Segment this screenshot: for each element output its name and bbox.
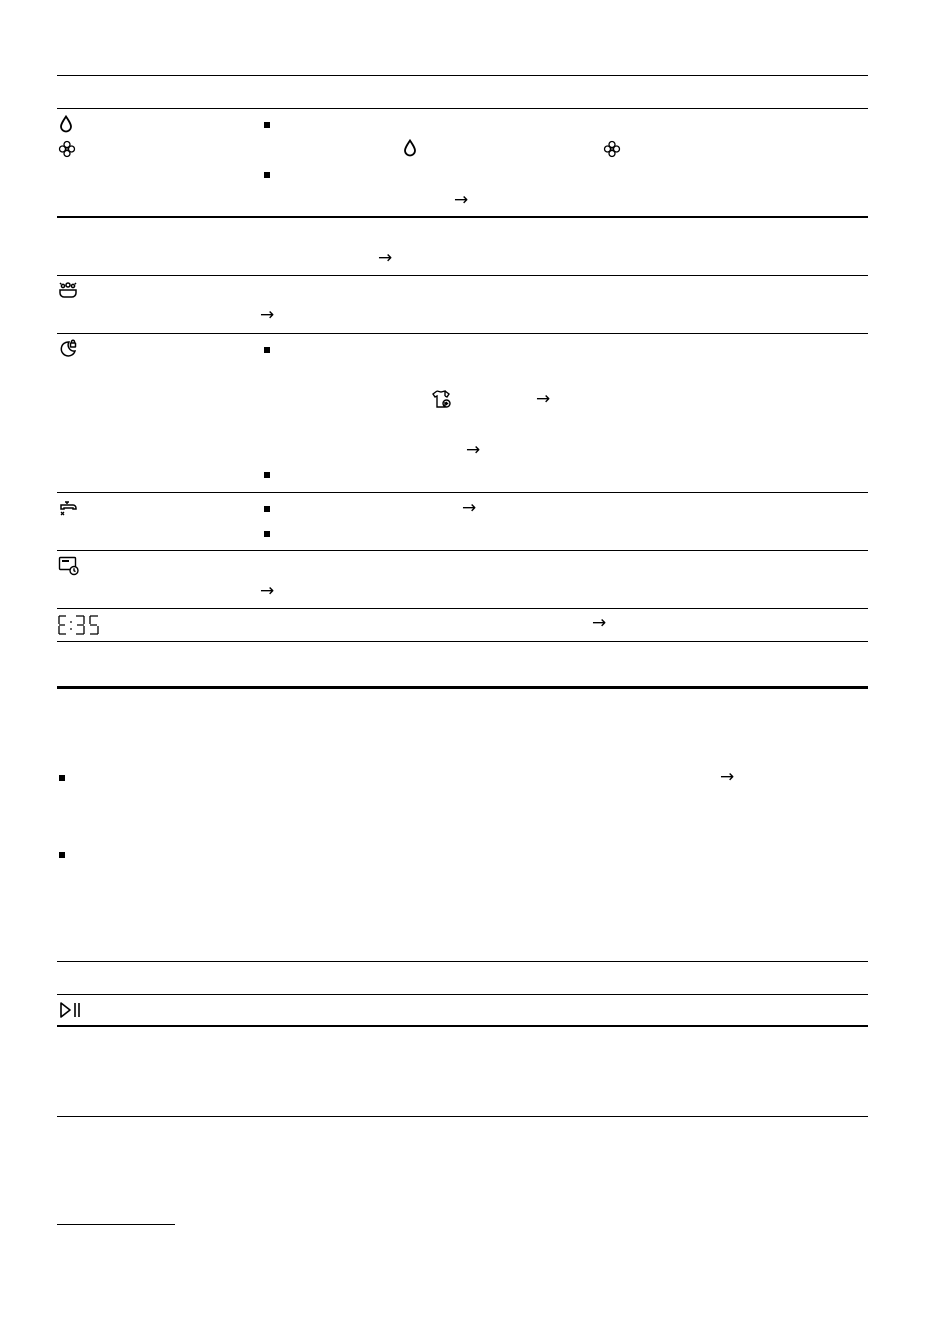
table-bottom-rule — [57, 641, 868, 642]
row-divider-thick — [57, 1025, 868, 1027]
tap-water-supply-icon — [58, 498, 78, 518]
cross-reference-arrow: → — [260, 581, 275, 601]
water-drop-icon — [402, 139, 418, 157]
list-bullet — [264, 347, 270, 353]
list-bullet — [59, 852, 65, 858]
cross-reference-arrow: → — [720, 767, 735, 787]
flower-fabric-softener-icon — [603, 140, 621, 158]
dispenser-clock-icon — [58, 556, 80, 576]
footnote-separator — [57, 1224, 175, 1225]
row-divider — [57, 333, 868, 334]
table-top-rule — [57, 75, 868, 76]
error-code-display — [57, 614, 101, 636]
row-divider — [57, 492, 868, 493]
table-header-rule — [57, 108, 868, 109]
basin-bubbles-prewash-icon — [57, 281, 79, 299]
list-bullet — [264, 122, 270, 128]
shirt-plus-icon — [431, 389, 453, 409]
list-bullet — [264, 506, 270, 512]
water-drop-icon — [58, 115, 74, 133]
list-bullet — [264, 172, 270, 178]
list-bullet — [264, 531, 270, 537]
cross-reference-arrow: → — [592, 613, 607, 633]
flower-fabric-softener-icon — [58, 140, 76, 158]
row-divider — [57, 550, 868, 551]
cross-reference-arrow: → — [378, 248, 393, 268]
table-top-rule — [57, 961, 868, 962]
list-bullet — [264, 472, 270, 478]
row-divider — [57, 608, 868, 609]
cross-reference-arrow: → — [536, 389, 551, 409]
play-pause-icon — [58, 1001, 84, 1019]
moon-lock-night-icon — [58, 339, 78, 359]
cross-reference-arrow: → — [466, 440, 481, 460]
cross-reference-arrow: → — [462, 498, 477, 518]
table-bottom-rule — [57, 1116, 868, 1117]
cross-reference-arrow: → — [454, 190, 469, 210]
table-header-rule — [57, 994, 868, 995]
list-bullet — [59, 775, 65, 781]
row-divider — [57, 275, 868, 276]
row-divider-thick — [57, 216, 868, 218]
section-separator — [57, 686, 868, 689]
cross-reference-arrow: → — [260, 305, 275, 325]
